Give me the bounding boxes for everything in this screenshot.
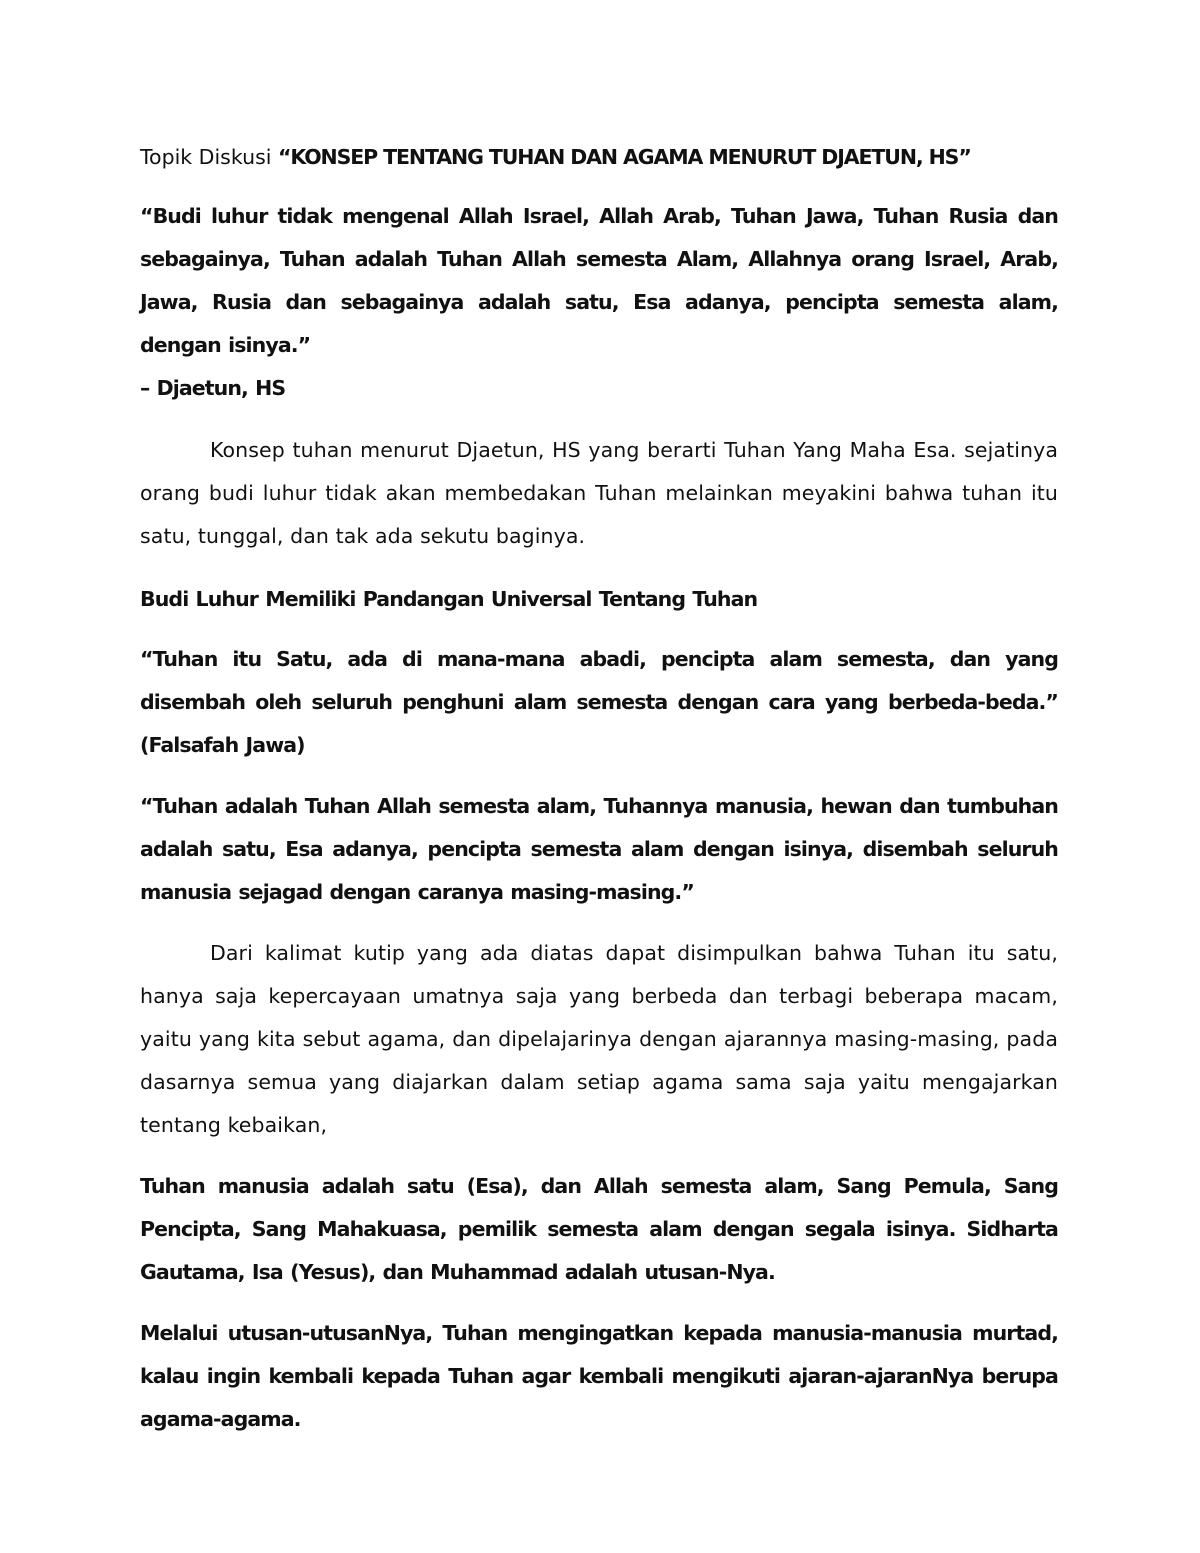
document-title bbox=[140, 138, 1058, 176]
quote-falsafah-jawa-source: (Falsafah Jawa) bbox=[140, 733, 305, 757]
paragraph-utusan: Melalui utusan-utusanNya, Tuhan mengingatkan kepada manusia-manusia murtad, kalau ingin kembali kepada Tuhan agar kembali mengikuti ajaran-ajaranNya berupa agama-agama. bbox=[140, 1321, 1058, 1431]
quote-falsafah-jawa bbox=[140, 638, 1058, 767]
quote-djaetun-text: “Budi luhur tidak mengenal Allah Israel, Allah Arab, Tuhan Jawa, Tuhan Rusia dan sebagainya, Tuhan adalah Tuhan Allah semesta Alam, Allahnya orang Israel, Arab, Jawa, Rusia dan sebagainya adalah satu, Esa adanya, pencipta semesta alam, dengan isinya.” bbox=[140, 204, 1058, 357]
title-main: “KONSEP TENTANG TUHAN DAN AGAMA MENURUT DJAETUN, HS” bbox=[277, 145, 971, 169]
section-heading: Budi Luhur Memiliki Pandangan Universal Tentang Tuhan bbox=[140, 587, 758, 611]
paragraph-kesimpulan: Dari kalimat kutip yang ada diatas dapat disimpulkan bahwa Tuhan itu satu, hanya saja kepercayaan umatnya saja yang berbeda dan terbagi beberapa macam, yaitu yang kita sebut agama, dan dipelajarinya dengan ajarannya masing-masing, pada dasarnya semua yang diajarkan dalam setiap agama sama saja yaitu mengajarkan tentang kebaikan, bbox=[140, 941, 1058, 1137]
quote-tuhan-semesta-alam: “Tuhan adalah Tuhan Allah semesta alam, Tuhannya manusia, hewan dan tumbuhan adalah satu, Esa adanya, pencipta semesta alam dengan isinya, disembah seluruh manusia sejagad dengan caranya masing-masing.” bbox=[140, 794, 1058, 904]
quote-djaetun bbox=[140, 195, 1058, 410]
title-prefix: Topik Diskusi bbox=[140, 145, 278, 169]
quote-falsafah-jawa-text: “Tuhan itu Satu, ada di mana-mana abadi, pencipta alam semesta, dan yang disembah oleh seluruh penghuni alam semesta dengan cara yang berbeda-beda.” bbox=[140, 647, 1058, 714]
paragraph-konsep: Konsep tuhan menurut Djaetun, HS yang berarti Tuhan Yang Maha Esa. sejatinya orang budi luhur tidak akan membedakan Tuhan melainkan meyakini bahwa tuhan itu satu, tunggal, dan tak ada sekutu baginya. bbox=[140, 438, 1058, 548]
quote-djaetun-attribution: – Djaetun, HS bbox=[140, 376, 286, 400]
document-page bbox=[140, 138, 1058, 1441]
paragraph-tuhan-manusia: Tuhan manusia adalah satu (Esa), dan Allah semesta alam, Sang Pemula, Sang Pencipta, Sang Mahakuasa, pemilik semesta alam dengan segala isinya. Sidharta Gautama, Isa (Yesus), dan Muhammad adalah utusan-Nya. bbox=[140, 1174, 1058, 1284]
